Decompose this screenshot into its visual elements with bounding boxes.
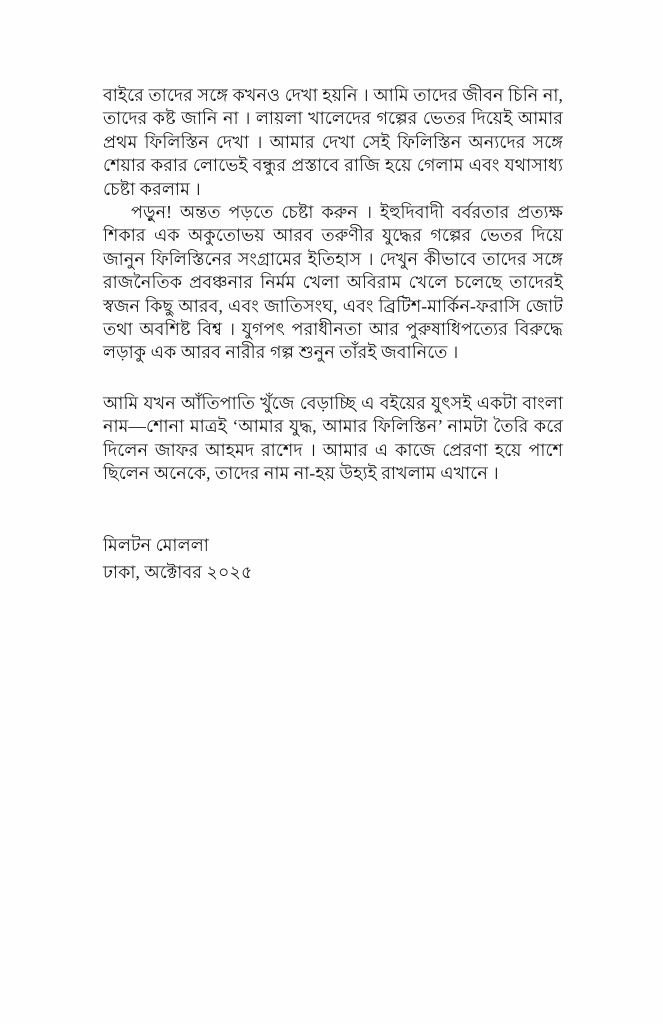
body-paragraph-2: পড়ুন! অন্তত পড়তে চেষ্টা করুন । ইহুদিবাদী বর্বরতার প্রত্যক্ষ শিকার এক অকুতোভয় আরব তরুণীর যুদ্ধের গল্পের ভেতর দিয়ে জানুন ফিলিস্তিনের সংগ্রামের ইতিহাস । দেখুন কীভাবে তাদের সঙ্গে রাজনৈতিক প্রবঞ্চনার নির্মম খেলা অবিরাম খেলে চলেছে তাদেরই স্বজন কিছু আরব, এবং জাতিসংঘ, এবং ব্রিটিশ-মার্কিন-ফরাসি জোট তথা অবশিষ্ট বিশ্ব । যুগপৎ পরাধীনতা আর পুরুষাধিপত্যের বিরুদ্ধে লড়াকু এক আরব নারীর গল্প শুনুন তাঁরই জবানিতে ।: [103, 202, 563, 363]
place-date: ঢাকা, অক্টোবর ২০২৫: [103, 561, 253, 582]
signature-block: [103, 532, 563, 586]
preface-text-block: [103, 84, 563, 586]
body-paragraph-1: বাইরে তাদের সঙ্গে কখনও দেখা হয়নি । আমি তাদের জীবন চিনি না, তাদের কষ্ট জানি না । লায়লা খালেদের গল্পের ভেতর দিয়েই আমার প্রথম ফিলিস্তিন দেখা । আমার দেখা সেই ফিলিস্তিন অন্যদের সঙ্গে শেয়ার করার লোভেই বন্ধুর প্রস্তাবে রাজি হয়ে গেলাম এবং যথাসাধ্য চেষ্টা করলাম ।: [103, 85, 563, 199]
author-name: মিলটন মোললা: [103, 534, 209, 555]
body-paragraph-3: আমি যখন আঁতিপাতি খুঁজে বেড়াচ্ছি এ বইয়ের যুৎসই একটা বাংলা নাম—শোনা মাত্রই ‘আমার যুদ্ধ, আমার ফিলিস্তিন’ নামটা তৈরি করে দিলেন জাফর আহমদ রাশেদ । আমার এ কাজে প্রেরণা হয়ে পাশে ছিলেন অনেকে, তাদের নাম না-হয় উহ্যই রাখলাম এখানে ।: [103, 392, 563, 484]
